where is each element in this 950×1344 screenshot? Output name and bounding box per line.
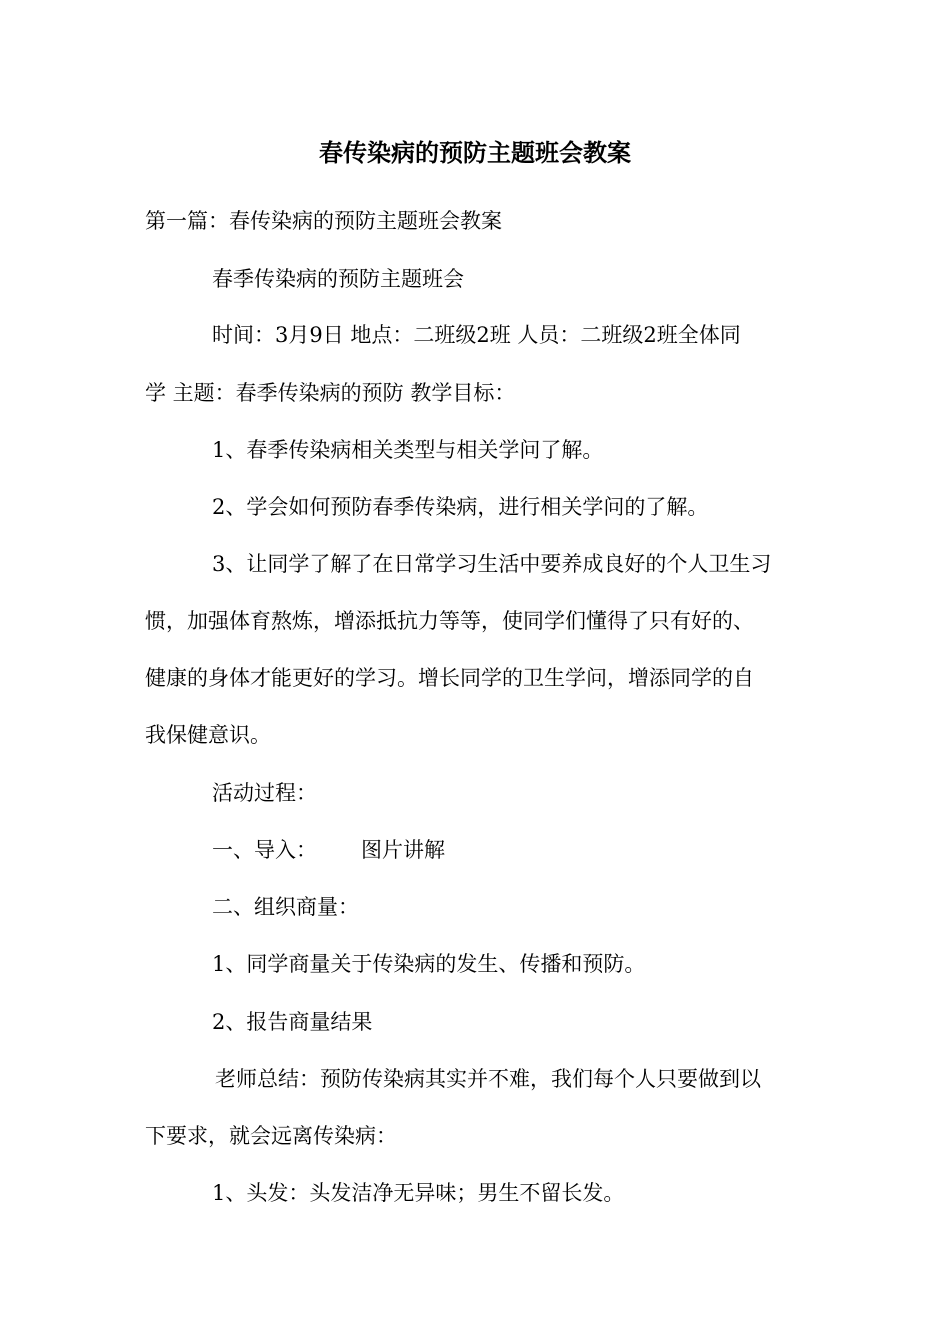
paragraph-line: 我保健意识。 — [145, 723, 271, 747]
subtitle-line: 春季传染病的预防主题班会 — [212, 267, 464, 291]
section-heading: 第一篇：春传染病的预防主题班会教案 — [145, 209, 502, 233]
objective-item-2: 2、学会如何预防春季传染病，进行相关学问的了解。 — [212, 495, 709, 519]
objective-item-3: 3、让同学了解了在日常学习生活中要养成良好的个人卫生习 — [212, 552, 772, 576]
activity-heading: 活动过程： — [212, 781, 317, 805]
discussion-item-2: 2、报告商量结果 — [212, 1010, 373, 1034]
paragraph-line: 惯，加强体育熬炼，增添抵抗力等等，使同学们懂得了只有好的、 — [145, 609, 754, 633]
discussion-item-1: 1、同学商量关于传染病的发生、传播和预防。 — [212, 952, 646, 976]
document-title: 春传染病的预防主题班会教案 — [319, 138, 631, 167]
teacher-summary-line: 老师总结：预防传染病其实并不难，我们每个人只要做到以 — [215, 1067, 761, 1091]
step-one-content: 图片讲解 — [361, 838, 445, 862]
paragraph-line: 健康的身体才能更好的学习。增长同学的卫生学问，增添同学的自 — [145, 666, 754, 690]
step-two-line: 二、组织商量： — [212, 895, 359, 919]
requirement-item-1: 1、头发：头发洁净无异味；男生不留长发。 — [212, 1181, 625, 1205]
step-one-label: 一、导入： — [212, 838, 317, 862]
paragraph-line: 学 主题：春季传染病的预防 教学目标： — [145, 381, 516, 405]
paragraph-line: 下要求，就会远离传染病： — [145, 1124, 397, 1148]
step-one-line — [212, 835, 445, 865]
paragraph-line: 时间：3月9日 地点：二班级2班 人员：二班级2班全体同 — [212, 323, 741, 347]
objective-item-1: 1、春季传染病相关类型与相关学问了解。 — [212, 438, 604, 462]
